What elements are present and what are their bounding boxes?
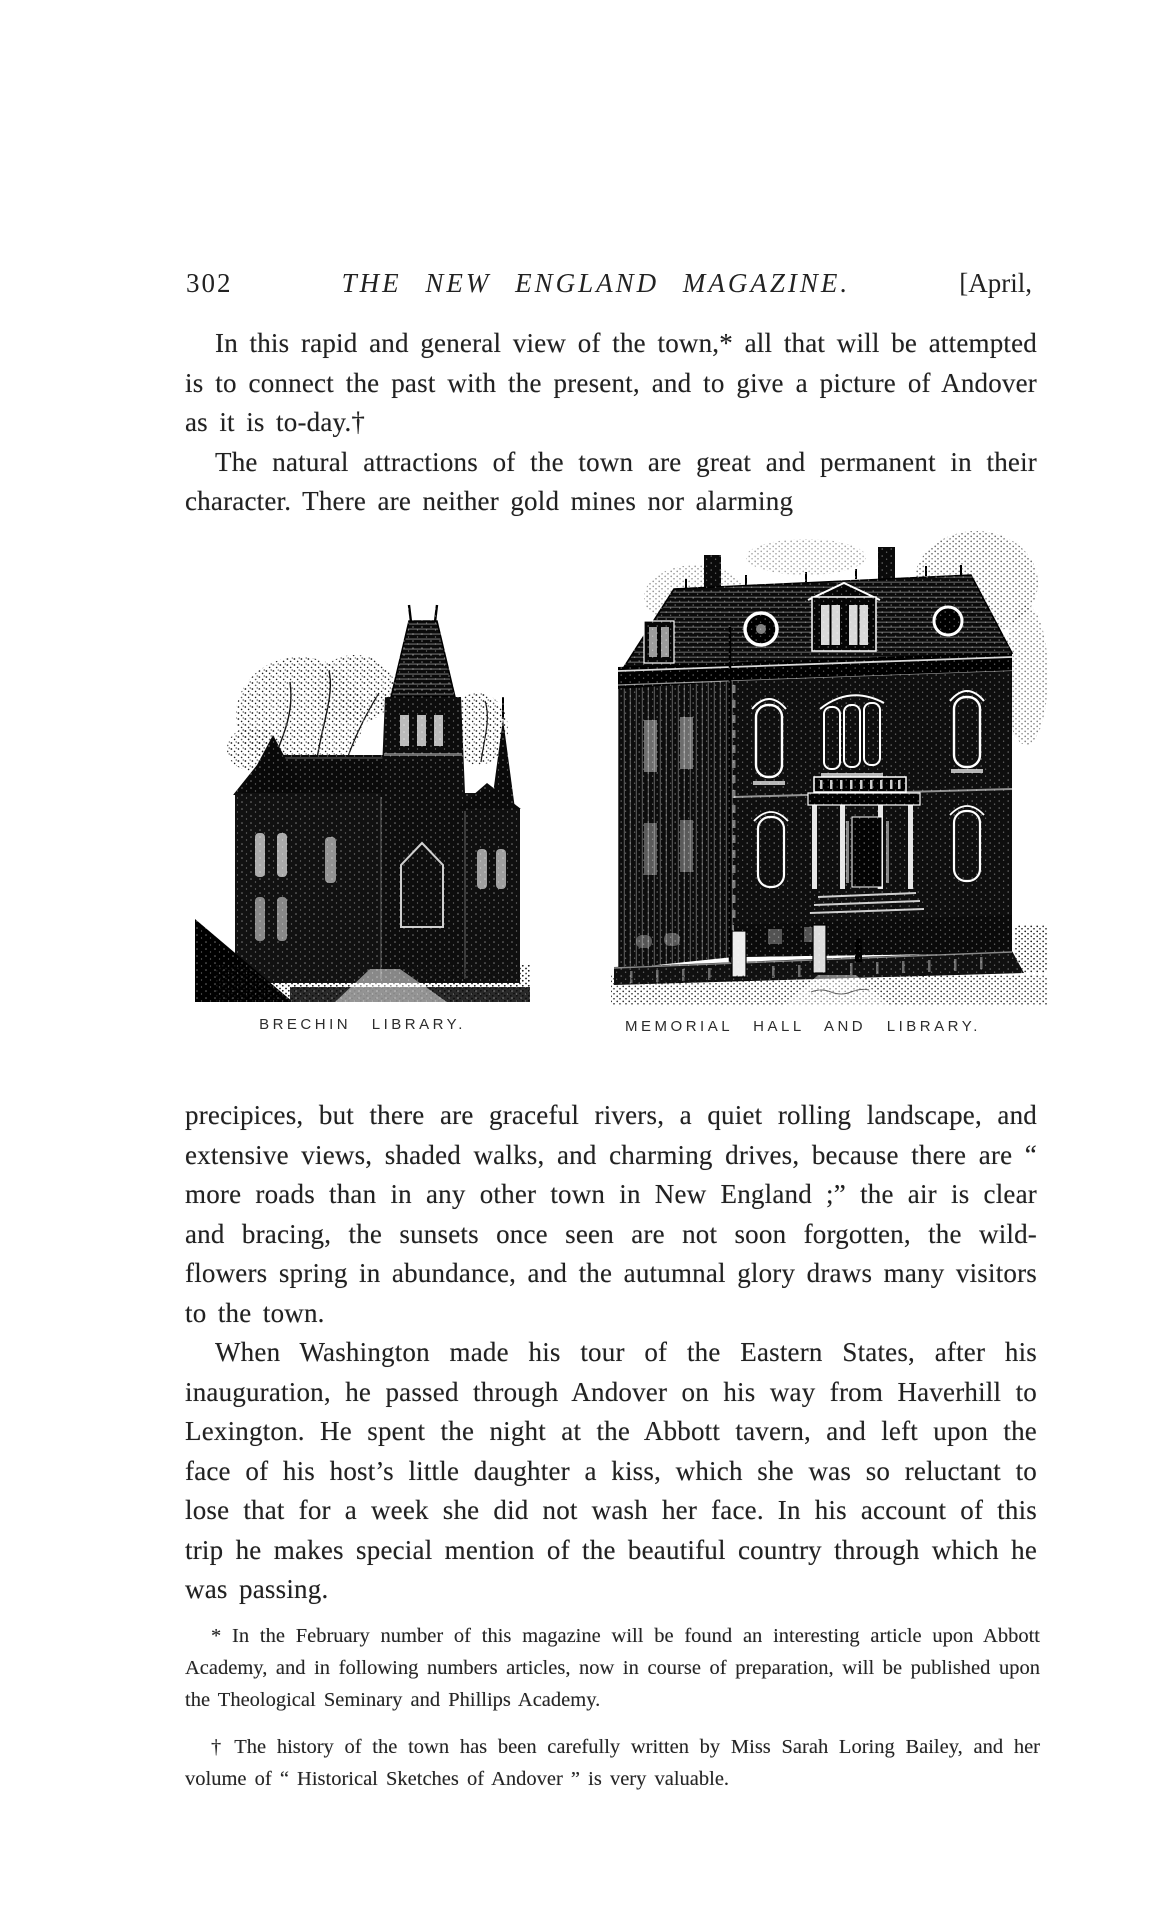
footnote-2: † The history of the town has been carefully written by Miss Sarah Loring Bailey, and her volume of “ Historical Sketches of Andover ” is very valuable. bbox=[185, 1736, 1040, 1790]
footnotes bbox=[185, 1620, 1040, 1795]
upper-text-block bbox=[185, 324, 1037, 522]
body-paragraph-2: The natural attractions of the town are great and permanent in their character. There are neither gold mines nor alarming bbox=[185, 446, 1037, 516]
brechin-library-illustration bbox=[195, 597, 530, 1002]
lower-text-block bbox=[185, 1096, 1037, 1610]
body-paragraph-1: In this rapid and general view of the town,* all that will be attempted is to connect the past with the present, and to give a picture of Andover as it is to-day.† bbox=[185, 328, 1037, 437]
footnote-1: * In the February number of this magazine will be found an interesting article upon Abbott Academy, and in following numbers articles, now in course of preparation, will be published upon the Theological Seminary and Phillips Academy. bbox=[185, 1625, 1040, 1711]
figure-caption-memorial: MEMORIAL HALL AND LIBRARY. bbox=[625, 1018, 981, 1035]
figure-brechin-library bbox=[195, 597, 530, 1033]
magazine-title: THE NEW ENGLAND MAGAZINE. bbox=[341, 268, 851, 298]
page-number: 302 bbox=[186, 268, 233, 298]
issue-date: [April, bbox=[959, 268, 1032, 298]
figure-memorial-hall bbox=[556, 505, 1050, 1035]
memorial-hall-illustration bbox=[556, 505, 1050, 1005]
body-paragraph-4: When Washington made his tour of the Eastern States, after his inauguration, he passed through Andover on his way from Haverhill to Lexington. He spent the night at the Abbott tavern, and left upon the face of his host’s little daughter a kiss, which she was so reluctant to lose that for a week she did not wash her face. In his account of this trip he makes special mention of the beautiful country through which he was passing. bbox=[185, 1337, 1037, 1604]
figure-caption-brechin: BRECHIN LIBRARY. bbox=[259, 1016, 466, 1033]
body-paragraph-3: precipices, but there are graceful rivers, a quiet rolling landscape, and extensive views, shaded walks, and charming drives, because there are “ more roads than in any other town in New England ;” the air is clear and bracing, the sunsets once seen are not soon forgotten, the wild-flowers spring in abundance, and the autumnal glory draws many visitors to the town. bbox=[185, 1100, 1037, 1328]
running-head bbox=[186, 266, 1032, 300]
